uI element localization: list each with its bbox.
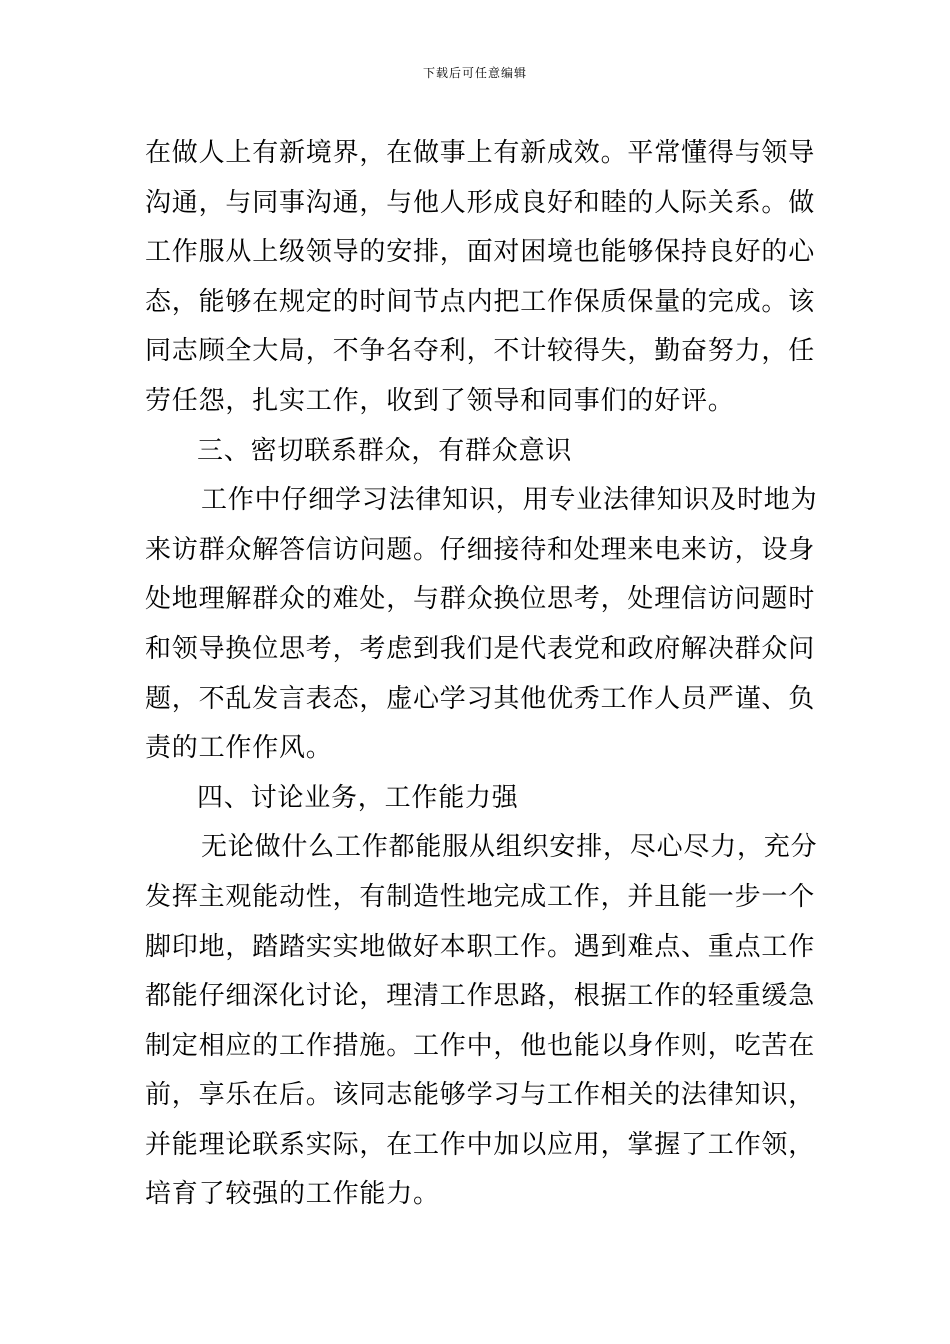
section-heading: 三、密切联系群众，有群众意识 bbox=[197, 435, 573, 466]
page-header: 下载后可任意编辑 bbox=[422, 66, 527, 80]
document-body bbox=[145, 129, 818, 1220]
text-line: 题，不乱发言表态，虚心学习其他优秀工作人员严谨、负 bbox=[145, 683, 816, 714]
text-line: 发挥主观能动性，有制造性地完成工作，并且能一步一个 bbox=[145, 881, 816, 912]
text-line: 工作服从上级领导的安排，面对困境也能够保持良好的心 bbox=[145, 237, 816, 268]
text-line: 无论做什么工作都能服从组织安排，尽心尽力，充分 bbox=[201, 832, 818, 863]
text-line: 和领导换位思考，考虑到我们是代表党和政府解决群众问 bbox=[145, 633, 816, 664]
text-line: 都能仔细深化讨论，理清工作思路，根据工作的轻重缓急 bbox=[145, 981, 816, 1012]
text-line: 工作中仔细学习法律知识，用专业法律知识及时地为 bbox=[201, 485, 818, 516]
text-line: 前，享乐在后。该同志能够学习与工作相关的法律知识， bbox=[145, 1080, 816, 1111]
text-line: 在做人上有新境界，在做事上有新成效。平常懂得与领导 bbox=[145, 138, 816, 168]
text-line: 并能理论联系实际，在工作中加以应用，掌握了工作领， bbox=[145, 1129, 816, 1160]
text-line: 态，能够在规定的时间节点内把工作保质保量的完成。该 bbox=[145, 286, 816, 317]
text-line: 同志顾全大局，不争名夺利，不计较得失，勤奋努力，任 bbox=[145, 336, 816, 367]
text-line: 培育了较强的工作能力。 bbox=[145, 1179, 440, 1210]
text-line: 处地理解群众的难处，与群众换位思考，处理信访问题时 bbox=[145, 584, 816, 615]
section-heading: 四、讨论业务，工作能力强 bbox=[197, 782, 519, 813]
text-line: 制定相应的工作措施。工作中，他也能以身作则，吃苦在 bbox=[145, 1030, 816, 1061]
text-line: 沟通，与同事沟通，与他人形成良好和睦的人际关系。做 bbox=[145, 187, 816, 218]
text-line: 劳任怨，扎实工作，收到了领导和同事们的好评。 bbox=[145, 385, 735, 416]
text-line: 脚印地，踏踏实实地做好本职工作。遇到难点、重点工作 bbox=[145, 931, 816, 962]
text-line: 责的工作作风。 bbox=[145, 733, 333, 764]
text-line: 来访群众解答信访问题。仔细接待和处理来电来访，设身 bbox=[145, 534, 816, 565]
